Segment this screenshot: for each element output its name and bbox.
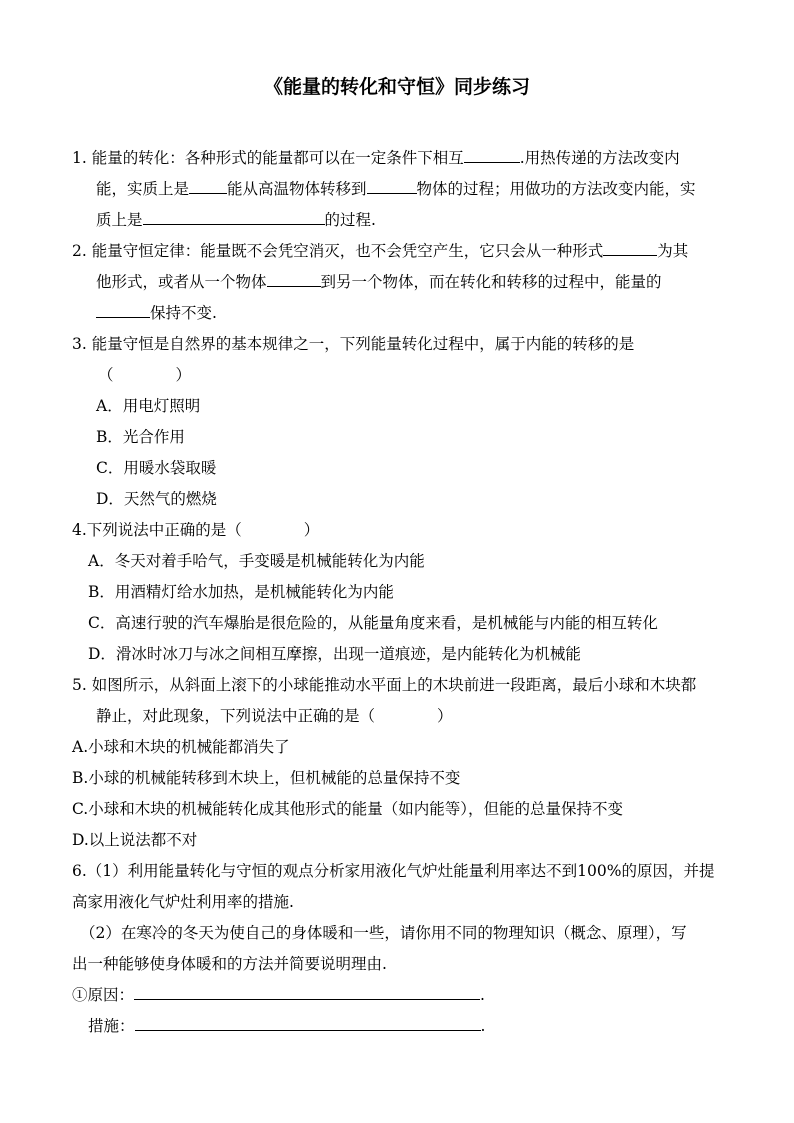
q3-option-c[interactable]: C．用暖水袋取暖 bbox=[96, 459, 217, 477]
q4-option-a[interactable]: A．冬天对着手哈气，手变暖是机械能转化为内能 bbox=[88, 552, 425, 570]
measure-label: 措施： bbox=[88, 1017, 135, 1035]
q3-option-b[interactable]: B．光合作用 bbox=[96, 428, 185, 446]
q1-number: 1. bbox=[72, 149, 87, 167]
q6-line-4: 出一种能够使身体暖和的方法并简要说明理由. bbox=[72, 955, 387, 973]
q3-number: 3. bbox=[72, 335, 87, 353]
q1-blank-3[interactable] bbox=[367, 179, 417, 194]
q5-stem-line-1: 5. 如图所示，从斜面上滚下的小球能推动水平面上的木块前进一段距离，最后小球和木块都 bbox=[72, 676, 697, 694]
measure-answer-line[interactable] bbox=[135, 1016, 481, 1031]
q1-blank-4[interactable] bbox=[143, 210, 325, 225]
q2-line-3: 保持不变. bbox=[96, 303, 217, 323]
q2-line-2: 他形式，或者从一个物体 到另一个物体，而在转化和转移的过程中，能量的 bbox=[96, 273, 662, 291]
q1-blank-1[interactable] bbox=[464, 148, 520, 163]
q1-line-1: 1. 能量的转化：各种形式的能量都可以在一定条件下相互 .用热传递的方法改变内 bbox=[72, 149, 680, 167]
q3-option-d[interactable]: D．天然气的燃烧 bbox=[96, 490, 217, 508]
q5-option-b[interactable]: B.小球的机械能转移到木块上，但机械能的总量保持不变 bbox=[72, 769, 461, 787]
q6-answer-reason: ①原因： . bbox=[72, 986, 485, 1004]
q3-option-a[interactable]: A．用电灯照明 bbox=[96, 397, 201, 415]
q2-blank-1[interactable] bbox=[603, 241, 657, 256]
q6-line-1: 6.（1）利用能量转化与守恒的观点分析家用液化气炉灶能量利用率达不到100%的原因，并提 bbox=[72, 862, 715, 880]
reason-answer-line[interactable] bbox=[134, 985, 480, 1000]
q3-stem: 3. 能量守恒是自然界的基本规律之一，下列能量转化过程中，属于内能的转移的是 bbox=[72, 335, 635, 353]
q4-option-b[interactable]: B．用酒精灯给水加热，是机械能转化为内能 bbox=[88, 583, 394, 601]
q6-line-3: （2）在寒冷的冬天为使自己的身体暖和一些，请你用不同的物理知识（概念、原理），写 bbox=[80, 924, 687, 942]
q3-answer-paren[interactable]: （ ） bbox=[98, 366, 192, 384]
q2-blank-3[interactable] bbox=[96, 303, 150, 318]
q2-number: 2. bbox=[72, 242, 87, 260]
page-title: 《能量的转化和守恒》同步练习 bbox=[263, 76, 530, 98]
q5-stem-line-2: 静止，对此现象，下列说法中正确的是（ ） bbox=[96, 707, 453, 725]
q5-option-c[interactable]: C.小球和木块的机械能转化成其他形式的能量（如内能等），但能的总量保持不变 bbox=[72, 800, 623, 818]
reason-label: ①原因： bbox=[72, 986, 135, 1004]
q1-line-2: 能，实质上是 能从高温物体转移到 物体的过程；用做功的方法改变内能，实 bbox=[96, 180, 696, 198]
q2-line-1: 2. 能量守恒定律：能量既不会凭空消灭，也不会凭空产生，它只会从一种形式 为其 bbox=[72, 242, 689, 260]
q5-option-a[interactable]: A.小球和木块的机械能都消失了 bbox=[72, 738, 290, 756]
q4-option-d[interactable]: D．滑冰时冰刀与冰之间相互摩擦，出现一道痕迹，是内能转化为机械能 bbox=[88, 645, 581, 663]
q4-option-c[interactable]: C．高速行驶的汽车爆胎是很危险的，从能量角度来看，是机械能与内能的相互转化 bbox=[88, 614, 658, 632]
q5-option-d[interactable]: D.以上说法都不对 bbox=[72, 831, 198, 849]
q2-blank-2[interactable] bbox=[267, 272, 321, 287]
q6-answer-measure: 措施： . bbox=[88, 1017, 486, 1035]
q1-blank-2[interactable] bbox=[189, 179, 227, 194]
q4-stem: 4.下列说法中正确的是（ ） bbox=[72, 521, 320, 539]
q6-line-2: 高家用液化气炉灶利用率的措施. bbox=[72, 893, 294, 911]
q1-line-3: 质上是 的过程. bbox=[96, 211, 376, 229]
